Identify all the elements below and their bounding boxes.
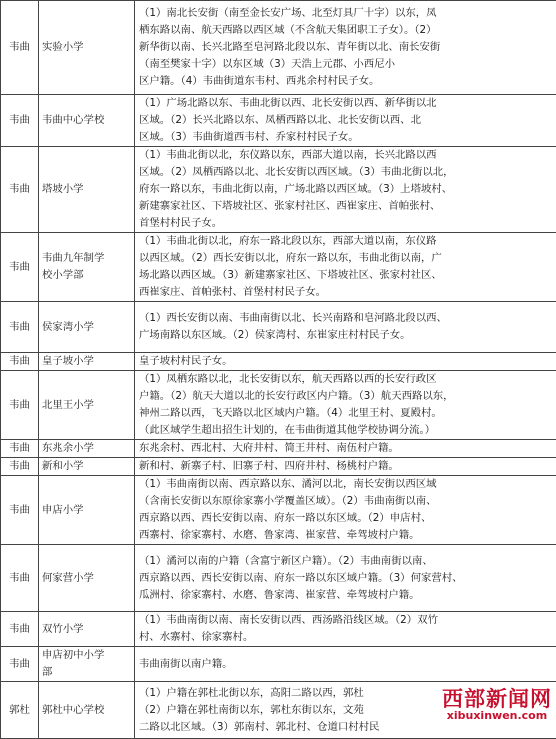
district-cell: 郭杜 bbox=[1, 682, 39, 739]
school-name-cell bbox=[39, 647, 135, 682]
school-name-line: 申店小学 bbox=[42, 502, 131, 519]
area-text-line: 区域。（2）长兴北路以东、凤栖西路以北、北长安街以西、北 bbox=[139, 112, 554, 129]
area-text-line: 新和村、新寨子村、旧寨子村、四府井村、杨桃村户籍。 bbox=[139, 458, 554, 475]
district-cell: 韦曲 bbox=[1, 545, 39, 612]
area-text-line: 以西区域。（2）西长安街以北，府东一路以东，韦曲北街以南，广 bbox=[139, 250, 554, 267]
area-text-line: 新华街以南、长兴北路至皂河路北段以东、青年街以北、南长安街 bbox=[139, 39, 554, 56]
area-text-line: 东兆余村、西北村、大府井村、简王井村、南伍村户籍。 bbox=[139, 440, 554, 457]
area-text-line: （2）户籍在郭杜南街以东，郭杜东街以东，文苑 bbox=[139, 702, 554, 719]
table-row bbox=[1, 647, 556, 682]
enrollment-area-cell bbox=[135, 476, 556, 545]
enrollment-area-cell bbox=[135, 353, 556, 371]
area-text-line: 首堡村村民子女。 bbox=[139, 215, 554, 232]
area-text-line: 户籍。（2）航天大道以北的长安行政区内户籍。（3）航天西路以东， bbox=[139, 388, 554, 405]
school-name-cell bbox=[39, 458, 135, 476]
table-row bbox=[1, 95, 556, 147]
school-name-line: 校小学部 bbox=[42, 267, 131, 284]
area-text-line: （含南长安街以东原徐家寨小学覆盖区域）。（2）韦曲南街以南、 bbox=[139, 493, 554, 510]
area-text-line: （1）西长安街以南、韦曲南街以北、长兴南路和皂河路北段以西、 bbox=[139, 310, 554, 327]
table-row bbox=[1, 476, 556, 545]
school-name-cell bbox=[39, 147, 135, 233]
school-name-line: 部 bbox=[42, 664, 131, 681]
table-row bbox=[1, 612, 556, 647]
area-text-line: 西寨村、徐家寨村、水磨、鲁家湾、崔家营、牵驾坡村户籍。 bbox=[139, 527, 554, 544]
table-row bbox=[1, 545, 556, 612]
district-cell: 韦曲 bbox=[1, 302, 39, 353]
area-text-line: （1）韦曲北街以北，府东一路北段以东，西部大道以南，东仪路 bbox=[139, 233, 554, 250]
table-row bbox=[1, 147, 556, 233]
district-cell: 韦曲 bbox=[1, 353, 39, 371]
enrollment-area-cell bbox=[135, 612, 556, 647]
district-cell: 韦曲 bbox=[1, 147, 39, 233]
table-row bbox=[1, 371, 556, 440]
table-body bbox=[1, 1, 556, 739]
enrollment-area-cell bbox=[135, 371, 556, 440]
school-name-cell bbox=[39, 233, 135, 302]
district-cell: 韦曲 bbox=[1, 612, 39, 647]
area-text-line: （1）户籍在郭杜北街以东，高阳二路以西，郭杜 bbox=[139, 685, 554, 702]
school-name-line: 新和小学 bbox=[42, 458, 131, 475]
area-text-line: 瓜洲村、徐家寨村、水磨、鲁家湾、崔家营、牵驾坡村户籍。 bbox=[139, 587, 554, 604]
enrollment-area-cell bbox=[135, 302, 556, 353]
enrollment-area-cell bbox=[135, 545, 556, 612]
school-name-cell bbox=[39, 476, 135, 545]
school-name-line: 申店初中小学 bbox=[42, 647, 131, 664]
area-text-line: （1）南北长安街（南至金长安广场、北至灯具厂十字）以东，凤 bbox=[139, 5, 554, 22]
area-text-line: 区域。（3）韦曲街道西韦村、乔家村村民子女。 bbox=[139, 129, 554, 146]
district-cell: 韦曲 bbox=[1, 371, 39, 440]
school-name-line: 何家营小学 bbox=[42, 570, 131, 587]
area-text-line: 新建寨家社区、下塔坡社区、张家村社区、西崔家庄、首帕张村、 bbox=[139, 198, 554, 215]
table-row bbox=[1, 302, 556, 353]
district-cell: 韦曲 bbox=[1, 458, 39, 476]
enrollment-area-cell bbox=[135, 458, 556, 476]
school-name-line: 双竹小学 bbox=[42, 621, 131, 638]
area-text-line: （1）广场北路以东、韦曲北街以西、北长安街以西、新华街以北 bbox=[139, 95, 554, 112]
area-text-line: 二路以北区域。（3）郭南村、郭北村、仓道口村村民 bbox=[139, 719, 554, 736]
school-name-line: 韦曲九年制学 bbox=[42, 250, 131, 267]
district-cell: 韦曲 bbox=[1, 1, 39, 95]
school-name-line: 韦曲中心学校 bbox=[42, 112, 131, 129]
area-text-line: 区域。（2）凤栖西路以北、北长安街以西区域。（3）韦曲北街以北， bbox=[139, 164, 554, 181]
area-text-line: （1）韦曲南街以南、西京路以东、潏河以北，南长安街以西区域 bbox=[139, 476, 554, 493]
area-text-line: 栖东路以南、航天西路以西区域（不含航天集团职工子女）。（2） bbox=[139, 22, 554, 39]
school-name-line: 实验小学 bbox=[42, 39, 131, 56]
area-text-line: （南至樊家十字）以东区域（3）天浩上元郡、小西尼小 bbox=[139, 56, 554, 73]
district-cell: 韦曲 bbox=[1, 95, 39, 147]
school-name-line: 皇子坡小学 bbox=[42, 353, 131, 370]
district-cell: 韦曲 bbox=[1, 476, 39, 545]
school-name-cell bbox=[39, 1, 135, 95]
area-text-line: 神州二路以西，飞天路以北区域内户籍。（4）北里王村、夏殿村。 bbox=[139, 405, 554, 422]
enrollment-area-cell bbox=[135, 647, 556, 682]
area-text-line: 府东一路以东，韦曲北街以南，广场北路以西区域。（3）上塔坡村、 bbox=[139, 181, 554, 198]
table-row bbox=[1, 440, 556, 458]
enrollment-area-cell bbox=[135, 95, 556, 147]
area-text-line: 广场南路以东区域。（2）侯家湾村、东崔家庄村村民子女。 bbox=[139, 327, 554, 344]
area-text-line: （1）凤栖东路以北，北长安街以东，航天西路以西的长安行政区 bbox=[139, 371, 554, 388]
enrollment-area-cell bbox=[135, 233, 556, 302]
area-text-line: （1）韦曲南街以南、南长安街以西、西汤路沿线区域。（2）双竹 bbox=[139, 612, 554, 629]
school-name-cell bbox=[39, 612, 135, 647]
district-cell: 韦曲 bbox=[1, 233, 39, 302]
table-row bbox=[1, 458, 556, 476]
area-text-line: 西崔家庄、首帕张村、首堡村村民子女。 bbox=[139, 284, 554, 301]
area-text-line: （1）韦曲北街以北，东仪路以东，西部大道以南，长兴北路以西 bbox=[139, 147, 554, 164]
school-name-line: 东兆余小学 bbox=[42, 440, 131, 457]
school-name-line: 郭杜中心学校 bbox=[42, 702, 131, 719]
enrollment-area-cell bbox=[135, 1, 556, 95]
area-text-line: 村、水寨村、徐家寨村。 bbox=[139, 629, 554, 646]
school-name-cell bbox=[39, 302, 135, 353]
watermark-title: 西部新闻网 bbox=[442, 689, 552, 710]
table-row bbox=[1, 353, 556, 371]
watermark-url: xibuxinwen.com bbox=[442, 710, 552, 721]
school-name-cell bbox=[39, 95, 135, 147]
area-text-line: 西京路以西、西长安街以南、府东一路以东区域户籍。（3）何家营村、 bbox=[139, 570, 554, 587]
table-row bbox=[1, 1, 556, 95]
enrollment-area-cell bbox=[135, 440, 556, 458]
enrollment-area-cell bbox=[135, 147, 556, 233]
school-name-line: 塔坡小学 bbox=[42, 181, 131, 198]
school-name-cell bbox=[39, 371, 135, 440]
area-text-line: 场北路以西区域。（3）新建寨家社区、下塔坡社区、张家村社区、 bbox=[139, 267, 554, 284]
site-watermark bbox=[442, 689, 552, 721]
district-cell: 韦曲 bbox=[1, 647, 39, 682]
area-text-line: 区户籍。（4）韦曲街道东韦村、西兆余村村民子女。 bbox=[139, 73, 554, 90]
area-text-line: 西京路以西、西长安街以南、府东一路以东区域。（2）申店村、 bbox=[139, 510, 554, 527]
area-text-line: （1）潏河以南的户籍（含富宁新区户籍）。（2）韦曲南街以南、 bbox=[139, 553, 554, 570]
school-name-cell bbox=[39, 440, 135, 458]
table-row bbox=[1, 233, 556, 302]
school-name-cell bbox=[39, 545, 135, 612]
area-text-line: （此区域学生超出招生计划的，在韦曲街道其他学校协调分流。） bbox=[139, 422, 554, 439]
school-name-line: 侯家湾小学 bbox=[42, 319, 131, 336]
district-cell: 韦曲 bbox=[1, 440, 39, 458]
area-text-line: 韦曲南街以南户籍。 bbox=[139, 656, 554, 673]
area-text-line: 皇子坡村村民子女。 bbox=[139, 353, 554, 370]
school-name-line: 北里王小学 bbox=[42, 397, 131, 414]
school-name-cell bbox=[39, 682, 135, 739]
school-name-cell bbox=[39, 353, 135, 371]
